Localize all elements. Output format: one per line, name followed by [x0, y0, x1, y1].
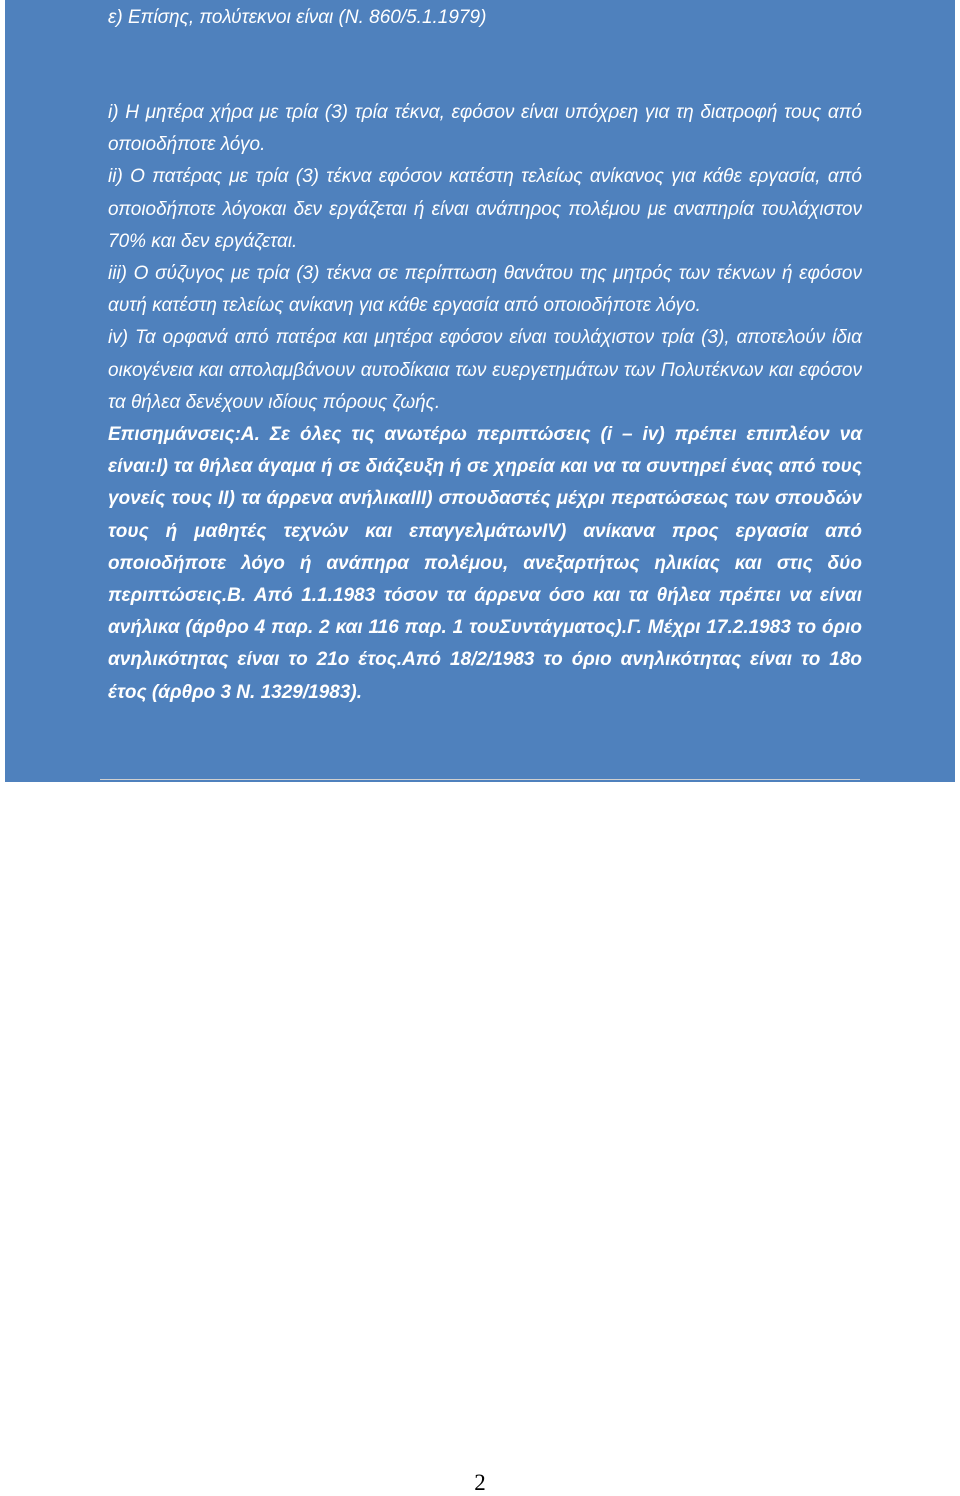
- paragraph-block: [108, 97, 862, 709]
- section-heading: ε) Επίσης, πολύτεκνοι είναι (Ν. 860/5.1.1979): [108, 7, 487, 28]
- paragraph-iii: iii) Ο σύζυγος με τρία (3) τέκνα σε περίπτωση θανάτου της μητρός των τέκνων ή εφόσον αυτή κατέστη τελείως ανίκανη για κάθε εργασία από οποιοδήποτε λόγο.: [108, 263, 862, 317]
- paragraph-iv: iv) Τα ορφανά από πατέρα και μητέρα εφόσον είναι τουλάχιστον τρία (3), αποτελούν ίδια οικογένεια και απολαμβάνουν αυτοδίκαια των ευεργετημάτων των Πολυτέκνων και εφόσον τα θήλεα δενέχουν ιδίους πόρους ζωής.: [108, 327, 862, 413]
- paragraph-i: i) Η μητέρα χήρα με τρία (3) τρία τέκνα, εφόσον είναι υπόχρεη για τη διατροφή τους από οποιοδήποτε λόγο.: [108, 102, 862, 156]
- paragraph-ii: ii) Ο πατέρας με τρία (3) τέκνα εφόσον κατέστη τελείως ανίκανος για κάθε εργασία, από οποιοδήποτε λόγοκαι δεν εργάζεται ή είναι ανάπηρος πολέμου με αναπηρία τουλάχιστον 70% και δεν εργάζεται.: [108, 166, 862, 252]
- panel-bottom-rule: [100, 779, 860, 780]
- page-number: 2: [474, 1470, 486, 1495]
- notes-paragraph: Επισημάνσεις:Α. Σε όλες τις ανωτέρω περιπτώσεις (i – iv) πρέπει επιπλέον να είναι:I) τα θήλεα άγαμα ή σε διάζευξη ή σε χηρεία και να τα συντηρεί ένας από τους γονείς τους II) τα άρρενα ανήλικαIII) σπουδαστές μέχρι περατώσεως των σπουδών τους ή μαθητές τεχνών και επαγγελμάτωνIV) ανίκανα προς εργασία από οποιοδήποτε λόγο ή ανάπηρα πολέμου, ανεξαρτήτως ηλικίας και στις δύο περιπτώσεις.Β. Από 1.1.1983 τόσον τα άρρενα όσο και τα θήλεα πρέπει να είναι ανήλικα (άρθρο 4 παρ. 2 και 116 παρ. 1 τουΣυντάγματος).Γ. Μέχρι 17.2.1983 το όριο ανηλικότητας είναι το 21ο έτος.Από 18/2/1983 το όριο ανηλικότητας είναι το 18ο έτος (άρθρο 3 Ν. 1329/1983).: [108, 424, 862, 703]
- highlighted-text-box: [5, 0, 955, 782]
